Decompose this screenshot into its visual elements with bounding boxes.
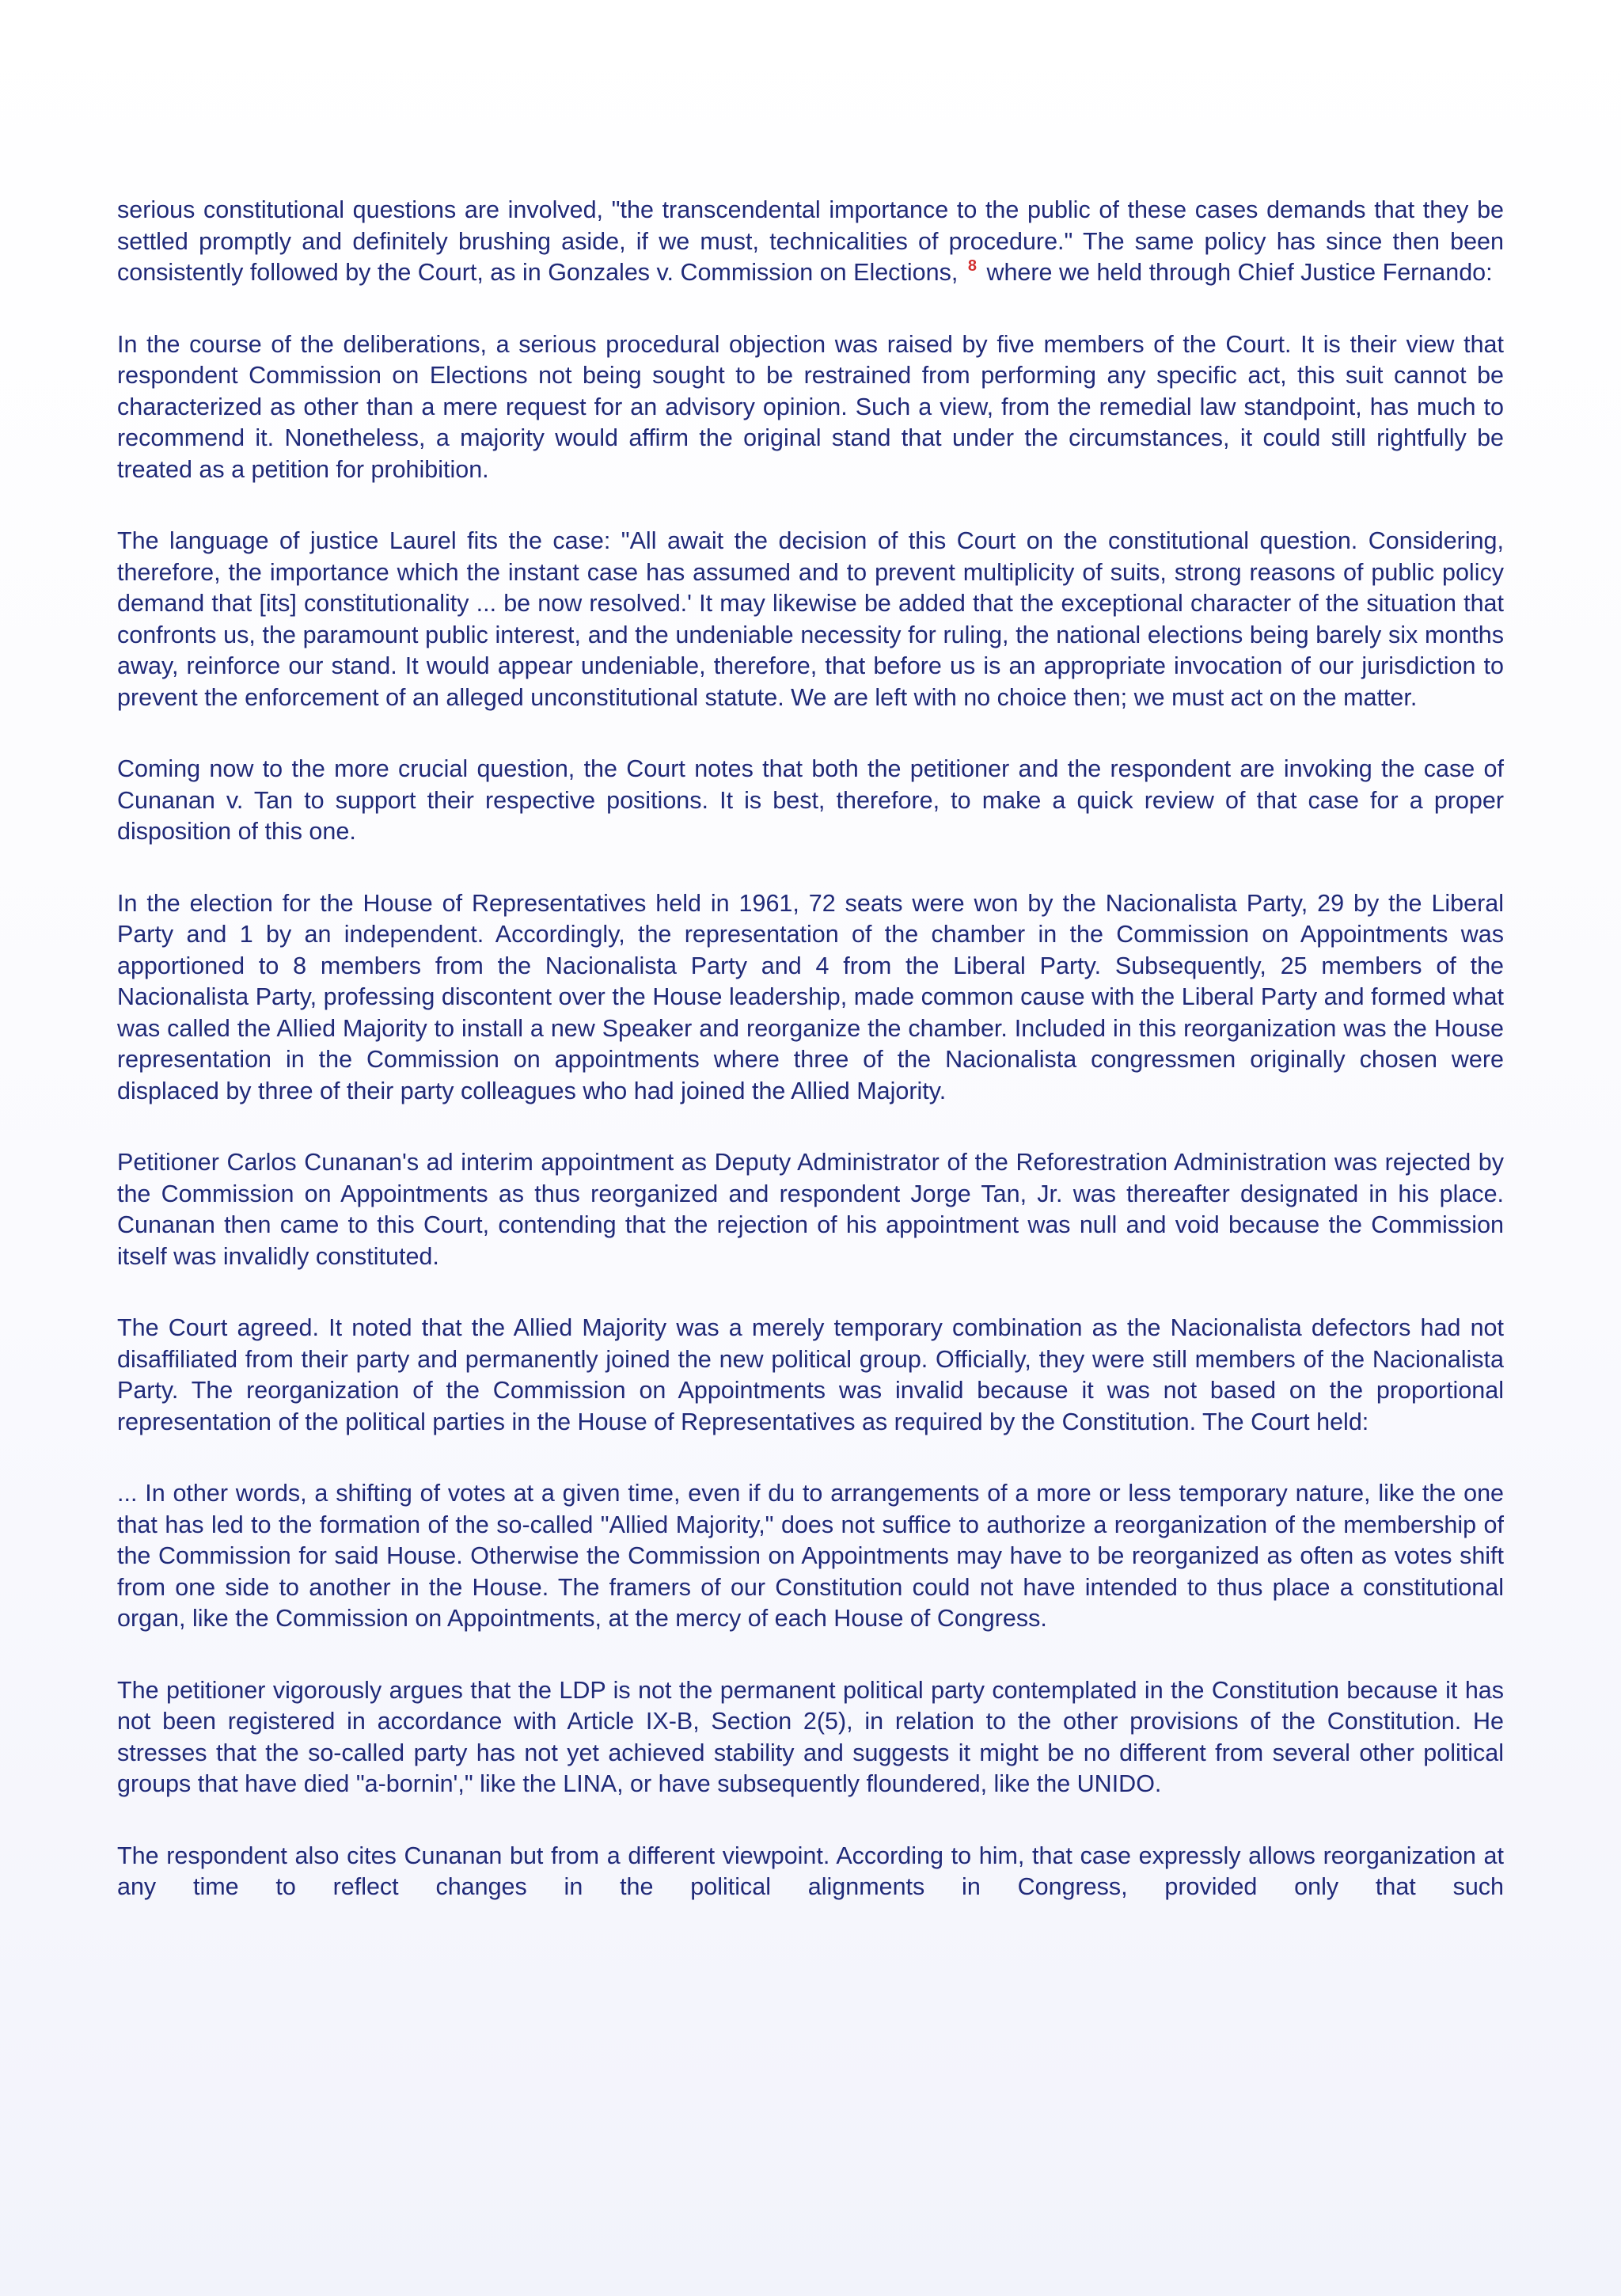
paragraph-3: The language of justice Laurel fits the case: "All await the decision of this Court on the constitutional question. Considering, therefore, the importance which the instant case has assumed and to prevent multiplicity of suits, strong reasons of public policy demand that [its] constitutionality ... be now resolved.' It may likewise be added that the exceptional character of the situation that confronts us, the paramount public interest, and the undeniable necessity for ruling, the national elections being barely six months away, reinforce our stand. It would appear undeniable, therefore, that before us is an appropriate invocation of our jurisdiction to prevent the enforcement of an alleged unconstitutional statute. We are left with no choice then; we must act on the matter. [117,527,1504,711]
paragraph-1-text-continued: where we held through Chief Justice Fernando: [986,259,1493,286]
paragraph-2: In the course of the deliberations, a serious procedural objection was raised by five members of the Court. It is their view that respondent Commission on Elections not being sought to be restrained from performing any specific act, this suit cannot be characterized as other than a mere request for an advisory opinion. Such a view, from the remedial law standpoint, has much to recommend it. Nonetheless, a majority would affirm the original stand that under the circumstances, it could still rightfully be treated as a petition for prohibition. [117,330,1504,483]
document-body [117,195,1504,1944]
paragraph-4: Coming now to the more crucial question, the Court notes that both the petitioner and the respondent are invoking the case of Cunanan v. Tan to support their respective positions. It is best, therefore, to make a quick review of that case for a proper disposition of this one. [117,755,1504,845]
paragraph-1-text: serious constitutional questions are involved, "the transcendental importance to the public of these cases demands that they be settled promptly and definitely brushing aside, if we must, technicalities of procedure." The same policy has since then been consistently followed by the Court, as in Gonzales v. Commission on Elections, [117,196,1504,286]
paragraph-10: The respondent also cites Cunanan but from a different viewpoint. According to him, that case expressly allows reorganization at any time to reflect changes in the political alignments in Congress, provided only that such [117,1842,1504,1900]
paragraph-7: The Court agreed. It noted that the Allied Majority was a merely temporary combination as the Nacionalista defectors had not disaffiliated from their party and permanently joined the new political group. Officially, they were still members of the Nacionalista Party. The reorganization of the Commission on Appointments was invalid because it was not based on the proportional representation of the political parties in the House of Representatives as required by the Constitution. The Court held: [117,1314,1504,1435]
paragraph-5: In the election for the House of Representatives held in 1961, 72 seats were won by the Nacionalista Party, 29 by the Liberal Party and 1 by an independent. Accordingly, the representation of the chamber in the Commission on Appointments was apportioned to 8 members from the Nacionalista Party and 4 from the Liberal Party. Subsequently, 25 members of the Nacionalista Party, professing discontent over the House leadership, made common cause with the Liberal Party and formed what was called the Allied Majority to install a new Speaker and reorganize the chamber. Included in this reorganization was the House representation in the Commission on appointments where three of the Nacionalista congressmen originally chosen were displaced by three of their party colleagues who had joined the Allied Majority. [117,889,1504,1104]
paragraph-1 [117,195,1504,289]
paragraph-8: ... In other words, a shifting of votes at a given time, even if du to arrangements of a more or less temporary nature, like the one that has led to the formation of the so-called "Allied Majority," does not suffice to authorize a reorganization of the membership of the Commission for said House. Otherwise the Commission on Appointments may have to be reorganized as often as votes shift from one side to another in the House. The framers of our Constitution could not have intended to thus place a constitutional organ, like the Commission on Appointments, at the mercy of each House of Congress. [117,1480,1504,1632]
footnote-reference-8[interactable]: 8 [967,257,977,275]
paragraph-6: Petitioner Carlos Cunanan's ad interim appointment as Deputy Administrator of the Reforestration Administration was rejected by the Commission on Appointments as thus reorganized and respondent Jorge Tan, Jr. was thereafter designated in his place. Cunanan then came to this Court, contending that the rejection of his appointment was null and void because the Commission itself was invalidly constituted. [117,1149,1504,1270]
paragraph-9: The petitioner vigorously argues that the LDP is not the permanent political party contemplated in the Constitution because it has not been registered in accordance with Article IX-B, Section 2(5), in relation to the other provisions of the Constitution. He stresses that the so-called party has not yet achieved stability and suggests it might be no different from several other political groups that have died "a-bornin'," like the LINA, or have subsequently floundered, like the UNIDO. [117,1676,1504,1797]
